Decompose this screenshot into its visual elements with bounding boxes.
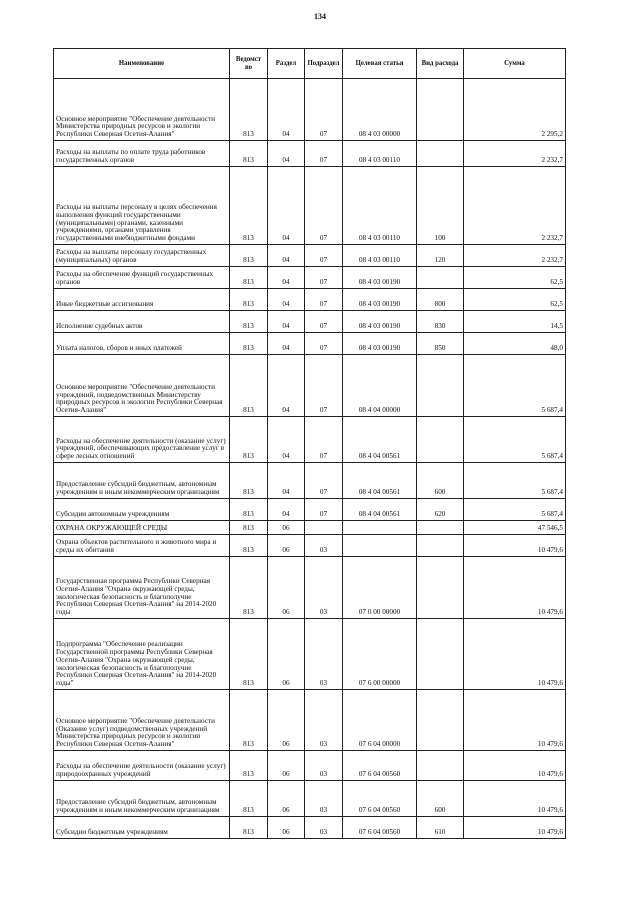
table-row bbox=[54, 817, 566, 839]
row-target: 08 4 04 00000 bbox=[343, 355, 417, 417]
table-row bbox=[54, 463, 566, 499]
header-sum: Сумма bbox=[464, 49, 566, 79]
row-target: 08 4 04 00561 bbox=[343, 463, 417, 499]
header-section: Раздел bbox=[268, 49, 305, 79]
row-section: 04 bbox=[268, 245, 305, 267]
table-row bbox=[54, 521, 566, 535]
row-dept: 813 bbox=[230, 751, 268, 781]
row-name: Основное мероприятие "Обеспечение деятельности Министерства природных ресурсов и экологии Республики Северная Осетия-Алания" bbox=[54, 79, 230, 141]
row-dept: 813 bbox=[230, 521, 268, 535]
row-exptype bbox=[417, 690, 464, 751]
row-exptype: 120 bbox=[417, 245, 464, 267]
row-exptype bbox=[417, 557, 464, 619]
row-exptype: 600 bbox=[417, 463, 464, 499]
row-name: Расходы на выплаты персоналу в целях обеспечения выполнения функций государственными (муниципальными) органами, казенными учреждениями, органами управления государственными внебюджетными фондами bbox=[54, 167, 230, 245]
row-section: 04 bbox=[268, 79, 305, 141]
row-target: 07 6 00 00000 bbox=[343, 619, 417, 690]
row-section: 04 bbox=[268, 417, 305, 463]
row-sum: 10 479,6 bbox=[464, 751, 566, 781]
row-subsection: 07 bbox=[305, 79, 343, 141]
row-name: Расходы на обеспечение деятельности (оказание услуг) природоохранных учреждений bbox=[54, 751, 230, 781]
row-target: 07 0 00 00000 bbox=[343, 557, 417, 619]
row-name: Государственная программа Республики Северная Осетия-Алания "Охрана окружающей среды, экологическая безопасность и благополучие Республики Северная Осетия-Алания" на 2014-2020 годы bbox=[54, 557, 230, 619]
header-dept: Ведомст во bbox=[230, 49, 268, 79]
row-section: 04 bbox=[268, 463, 305, 499]
table-row bbox=[54, 535, 566, 557]
row-target bbox=[343, 535, 417, 557]
row-subsection: 03 bbox=[305, 690, 343, 751]
row-name: Иные бюджетные ассигнования bbox=[54, 289, 230, 311]
row-sum: 2 232,7 bbox=[464, 141, 566, 167]
row-name: Предоставление субсидий бюджетным, автономным учреждениям и иным некоммерческим организациям bbox=[54, 463, 230, 499]
row-section: 06 bbox=[268, 535, 305, 557]
row-name: Расходы на выплаты персоналу государственных (муниципальных) органов bbox=[54, 245, 230, 267]
row-section: 06 bbox=[268, 619, 305, 690]
row-name: Субсидии автономным учреждениям bbox=[54, 499, 230, 521]
row-dept: 813 bbox=[230, 817, 268, 839]
row-target: 08 4 03 00110 bbox=[343, 245, 417, 267]
table-row bbox=[54, 311, 566, 333]
row-subsection: 03 bbox=[305, 817, 343, 839]
row-section: 06 bbox=[268, 521, 305, 535]
row-exptype bbox=[417, 417, 464, 463]
table-row bbox=[54, 289, 566, 311]
row-dept: 813 bbox=[230, 417, 268, 463]
row-sum: 10 479,6 bbox=[464, 781, 566, 817]
row-sum: 10 479,6 bbox=[464, 535, 566, 557]
header-row bbox=[54, 49, 566, 79]
row-dept: 813 bbox=[230, 535, 268, 557]
row-exptype bbox=[417, 521, 464, 535]
row-subsection: 07 bbox=[305, 167, 343, 245]
row-section: 06 bbox=[268, 751, 305, 781]
row-dept: 813 bbox=[230, 245, 268, 267]
row-name: Охрана объектов растительного и животного мира и среды их обитания bbox=[54, 535, 230, 557]
row-exptype: 830 bbox=[417, 311, 464, 333]
row-sum: 10 479,6 bbox=[464, 557, 566, 619]
budget-table bbox=[53, 48, 566, 839]
header-exptype: Вид расхода bbox=[417, 49, 464, 79]
row-sum: 2 232,7 bbox=[464, 167, 566, 245]
row-subsection: 07 bbox=[305, 417, 343, 463]
row-target: 08 4 03 00110 bbox=[343, 141, 417, 167]
row-target: 08 4 03 00190 bbox=[343, 289, 417, 311]
row-sum: 10 479,6 bbox=[464, 690, 566, 751]
row-target: 07 6 04 00560 bbox=[343, 817, 417, 839]
row-exptype bbox=[417, 79, 464, 141]
row-name: Расходы на обеспечение деятельности (оказание услуг) учреждений, обеспечивающих предоставление услуг в сфере лесных отношений bbox=[54, 417, 230, 463]
row-exptype bbox=[417, 141, 464, 167]
row-dept: 813 bbox=[230, 557, 268, 619]
row-sum: 62,5 bbox=[464, 267, 566, 289]
row-exptype: 100 bbox=[417, 167, 464, 245]
table-row bbox=[54, 751, 566, 781]
header-target: Целевая статья bbox=[343, 49, 417, 79]
row-exptype: 620 bbox=[417, 499, 464, 521]
row-dept: 813 bbox=[230, 289, 268, 311]
row-sum: 5 687,4 bbox=[464, 417, 566, 463]
row-dept: 813 bbox=[230, 79, 268, 141]
row-sum: 5 687,4 bbox=[464, 463, 566, 499]
row-target: 08 4 03 00190 bbox=[343, 267, 417, 289]
row-subsection: 07 bbox=[305, 333, 343, 355]
row-subsection: 07 bbox=[305, 355, 343, 417]
row-dept: 813 bbox=[230, 333, 268, 355]
table-row bbox=[54, 141, 566, 167]
row-sum: 5 687,4 bbox=[464, 499, 566, 521]
row-exptype: 850 bbox=[417, 333, 464, 355]
row-dept: 813 bbox=[230, 463, 268, 499]
row-subsection bbox=[305, 521, 343, 535]
row-section: 06 bbox=[268, 690, 305, 751]
row-subsection: 07 bbox=[305, 289, 343, 311]
row-dept: 813 bbox=[230, 267, 268, 289]
row-name: Расходы на обеспечение функций государственных органов bbox=[54, 267, 230, 289]
row-sum: 48,0 bbox=[464, 333, 566, 355]
header-name: Наименование bbox=[54, 49, 230, 79]
row-name: Предоставление субсидий бюджетным, автономным учреждениям и иным некоммерческим организациям bbox=[54, 781, 230, 817]
row-exptype: 600 bbox=[417, 781, 464, 817]
row-target: 08 4 03 00190 bbox=[343, 333, 417, 355]
row-exptype bbox=[417, 355, 464, 417]
row-subsection: 03 bbox=[305, 751, 343, 781]
row-dept: 813 bbox=[230, 141, 268, 167]
row-name: Субсидии бюджетным учреждениям bbox=[54, 817, 230, 839]
row-sum: 2 232,7 bbox=[464, 245, 566, 267]
row-name: Исполнение судебных актов bbox=[54, 311, 230, 333]
row-dept: 813 bbox=[230, 690, 268, 751]
row-name: Подпрограмма "Обеспечение реализации Государственной программы Республики Северная Осетия-Алания "Охрана окружающей среды, экологическая безопасность и благополучие Республики Северная Осетия-Алания" на 2014-2020 годы" bbox=[54, 619, 230, 690]
table-row bbox=[54, 690, 566, 751]
row-dept: 813 bbox=[230, 619, 268, 690]
row-subsection: 03 bbox=[305, 557, 343, 619]
table-row bbox=[54, 781, 566, 817]
row-sum: 2 295,2 bbox=[464, 79, 566, 141]
row-subsection: 07 bbox=[305, 267, 343, 289]
row-subsection: 03 bbox=[305, 781, 343, 817]
row-subsection: 07 bbox=[305, 141, 343, 167]
row-sum: 47 546,5 bbox=[464, 521, 566, 535]
table-row bbox=[54, 619, 566, 690]
row-subsection: 07 bbox=[305, 499, 343, 521]
row-subsection: 07 bbox=[305, 463, 343, 499]
row-dept: 813 bbox=[230, 167, 268, 245]
row-section: 04 bbox=[268, 333, 305, 355]
table-row bbox=[54, 499, 566, 521]
row-section: 04 bbox=[268, 267, 305, 289]
row-target: 07 6 04 00000 bbox=[343, 690, 417, 751]
row-exptype bbox=[417, 535, 464, 557]
table-row bbox=[54, 333, 566, 355]
table-row bbox=[54, 355, 566, 417]
row-exptype bbox=[417, 619, 464, 690]
table-body bbox=[54, 79, 566, 839]
row-sum: 5 687,4 bbox=[464, 355, 566, 417]
row-exptype: 800 bbox=[417, 289, 464, 311]
header-subsection: Подраздел bbox=[305, 49, 343, 79]
row-dept: 813 bbox=[230, 311, 268, 333]
row-section: 06 bbox=[268, 557, 305, 619]
row-subsection: 07 bbox=[305, 245, 343, 267]
table-row bbox=[54, 267, 566, 289]
row-sum: 14,5 bbox=[464, 311, 566, 333]
row-section: 06 bbox=[268, 817, 305, 839]
row-name: Уплата налогов, сборов и иных платежей bbox=[54, 333, 230, 355]
row-name: Расходы на выплаты по оплате труда работников государственных органов bbox=[54, 141, 230, 167]
row-section: 04 bbox=[268, 289, 305, 311]
table-row bbox=[54, 79, 566, 141]
row-target: 07 6 04 00560 bbox=[343, 781, 417, 817]
row-subsection: 03 bbox=[305, 535, 343, 557]
row-exptype: 610 bbox=[417, 817, 464, 839]
row-sum: 10 479,6 bbox=[464, 619, 566, 690]
table-row bbox=[54, 417, 566, 463]
row-target: 07 6 04 00560 bbox=[343, 751, 417, 781]
row-sum: 62,5 bbox=[464, 289, 566, 311]
row-target: 08 4 04 00561 bbox=[343, 499, 417, 521]
row-section: 04 bbox=[268, 499, 305, 521]
row-sum: 10 479,6 bbox=[464, 817, 566, 839]
row-subsection: 07 bbox=[305, 311, 343, 333]
row-name: ОХРАНА ОКРУЖАЮЩЕЙ СРЕДЫ bbox=[54, 521, 230, 535]
row-target: 08 4 03 00110 bbox=[343, 167, 417, 245]
row-dept: 813 bbox=[230, 355, 268, 417]
table-row bbox=[54, 557, 566, 619]
page-number: 134 bbox=[314, 12, 326, 21]
row-section: 04 bbox=[268, 311, 305, 333]
row-subsection: 03 bbox=[305, 619, 343, 690]
row-dept: 813 bbox=[230, 499, 268, 521]
row-section: 06 bbox=[268, 781, 305, 817]
row-target: 08 4 03 00000 bbox=[343, 79, 417, 141]
table-row bbox=[54, 167, 566, 245]
row-section: 04 bbox=[268, 355, 305, 417]
row-target: 08 4 04 00561 bbox=[343, 417, 417, 463]
row-exptype bbox=[417, 751, 464, 781]
row-dept: 813 bbox=[230, 781, 268, 817]
table-row bbox=[54, 245, 566, 267]
row-exptype bbox=[417, 267, 464, 289]
row-target: 08 4 03 00190 bbox=[343, 311, 417, 333]
row-section: 04 bbox=[268, 167, 305, 245]
row-name: Основное мероприятие "Обеспечение деятельности (Оказание услуг) подведомственных учреждений Министерства природных ресурсов и экологии Республики Северная Осетия-Алания" bbox=[54, 690, 230, 751]
row-target bbox=[343, 521, 417, 535]
row-name: Основное мероприятие "Обеспечение деятельности учреждений, подведомственных Министерству природных ресурсов и экологии Республики Северная Осетия-Алания" bbox=[54, 355, 230, 417]
row-section: 04 bbox=[268, 141, 305, 167]
